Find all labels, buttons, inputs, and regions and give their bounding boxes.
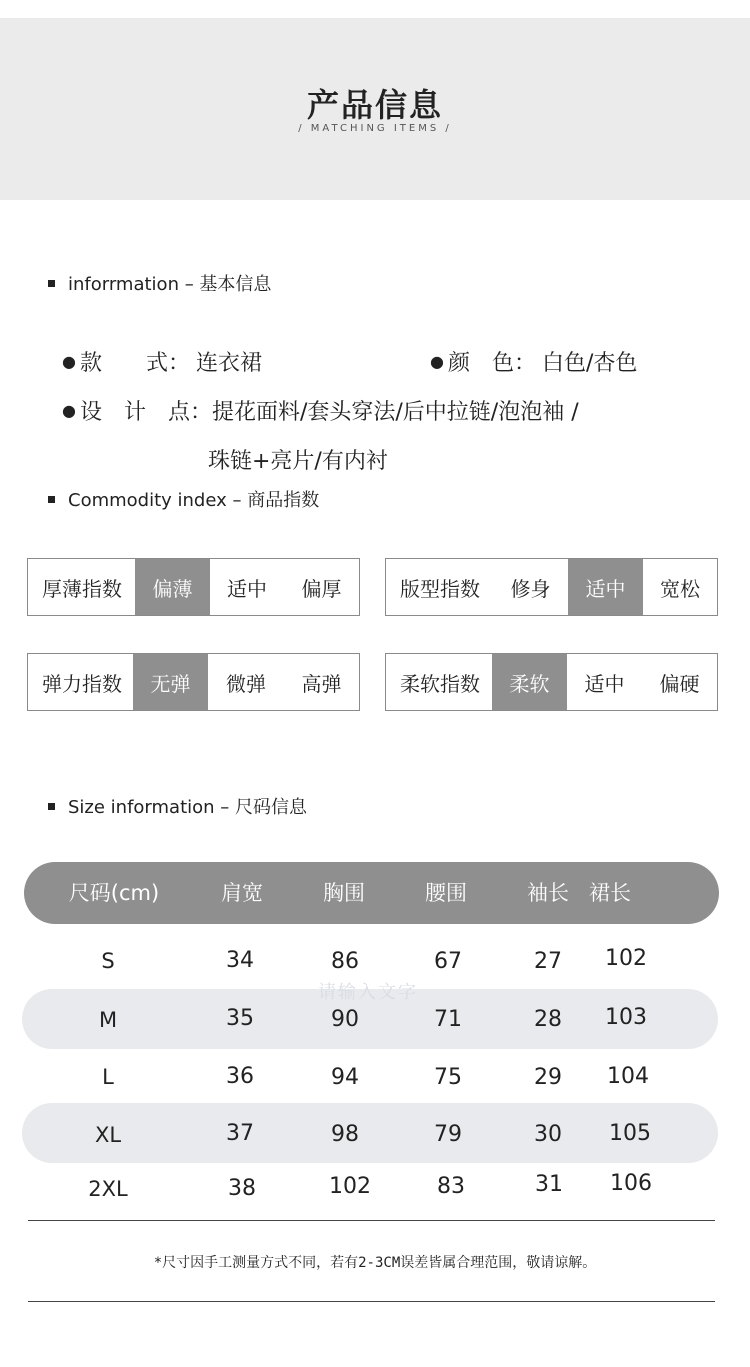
index-option: 适中 [227,576,267,601]
info-design-row [62,395,579,426]
column-header: 肩宽 [221,881,263,905]
index-option-selected: 偏薄 [135,559,210,615]
style-value: 连衣裙 [195,351,262,376]
index-option: 偏厚 [301,576,342,601]
square-bullet-icon [48,280,55,287]
table-cell: 90 [331,1007,359,1032]
index-option: 偏硬 [659,671,700,696]
size-cell: S [101,949,115,973]
index-option: 修身 [510,576,551,601]
section-heading-size [48,793,307,819]
watermark-text: 请输入文字 [318,982,418,1003]
table-cell: 94 [331,1065,359,1090]
table-cell: 104 [607,1064,649,1089]
footnote: *尺寸因手工测量方式不同，若有2-3CM误差皆属合理范围，敬请谅解。 [153,1255,597,1271]
table-cell: 105 [609,1121,651,1146]
section-heading-size-text: Size information – 尺码信息 [68,797,308,818]
size-table-header [24,862,719,924]
index-option: 适中 [584,671,625,696]
table-cell: 27 [534,949,562,974]
section-heading-basic-text: inforrmation – 基本信息 [68,274,272,295]
design-value: 提花面料/套头穿法/后中拉链/泡泡袖 / [211,400,579,425]
index-label: 厚薄指数 [42,576,122,601]
table-cell: 31 [535,1172,563,1197]
column-header: 袖长 [527,881,569,905]
square-bullet-icon [48,496,55,503]
table-cell: 29 [534,1065,562,1090]
index-option-selected: 柔软 [492,654,567,710]
table-cell: 79 [434,1122,462,1147]
column-header: 裙长 [589,881,631,905]
index-option: 宽松 [660,576,700,601]
table-cell: 75 [434,1065,462,1090]
table-cell: 28 [534,1007,562,1032]
table-cell: 36 [226,1064,254,1089]
section-heading-commodity [48,486,319,512]
size-cell: XL [94,1123,122,1147]
table-cell: 102 [329,1174,371,1199]
divider [28,1301,715,1302]
column-header: 尺码(cm) [68,881,160,905]
table-cell: 34 [226,948,254,973]
dot-bullet-icon: ● [62,401,76,420]
index-label: 版型指数 [400,576,480,601]
page-title: 产品信息 [306,86,443,124]
square-bullet-icon [48,803,55,810]
dot-bullet-icon: ● [62,352,76,371]
index-fit [385,558,718,616]
index-option: 高弹 [301,671,342,696]
index-elasticity [27,653,360,711]
table-cell: 83 [437,1174,465,1199]
dot-bullet-icon: ● [430,352,444,371]
size-cell: L [102,1065,114,1089]
index-option: 微弹 [226,671,266,696]
design-value-continued: 珠链+亮片/有内衬 [208,449,388,474]
table-cell: 38 [228,1176,256,1201]
column-header: 胸围 [323,881,365,905]
table-cell: 67 [434,949,462,974]
page-subtitle: / MATCHING ITEMS / [298,123,452,134]
column-header: 腰围 [425,881,467,905]
divider [28,1220,715,1221]
info-style-row [62,346,262,377]
size-cell: M [98,1008,118,1032]
size-cell: 2XL [88,1177,128,1201]
color-value: 白色/杏色 [541,351,638,376]
index-option-selected: 适中 [568,559,643,615]
table-cell: 102 [605,946,647,971]
color-label: 颜 色： [447,351,536,376]
table-cell: 103 [605,1005,647,1030]
table-cell: 98 [331,1122,359,1147]
index-softness [385,653,718,711]
index-thickness [27,558,360,616]
table-cell: 30 [534,1122,562,1147]
table-cell: 35 [226,1006,254,1031]
section-heading-commodity-text: Commodity index – 商品指数 [68,490,320,511]
section-heading-basic [48,270,271,296]
table-cell: 86 [331,949,359,974]
design-label: 设 计 点： [79,400,212,425]
table-cell: 106 [610,1171,652,1196]
table-cell: 37 [226,1121,254,1146]
table-cell: 71 [434,1007,462,1032]
info-color-row [430,346,637,377]
index-label: 弹力指数 [42,671,122,696]
header-banner [0,18,750,200]
style-label: 款 式： [79,351,190,376]
index-label: 柔软指数 [400,671,480,696]
index-option-selected: 无弹 [133,654,208,710]
